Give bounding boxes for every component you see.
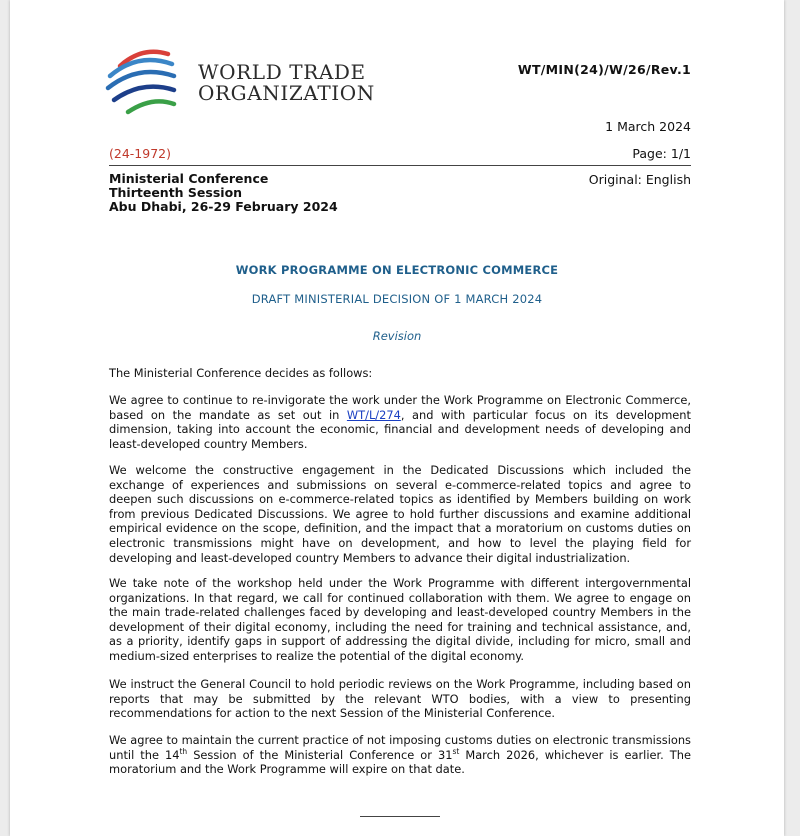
- paragraph-3: We take note of the workshop held under the Work Programme with different intergovernmental organizations. In that regard, we call for continued collaboration with them. We agree to engage on the main trade-related challenges faced by developing and least-developed country Members in the development of their digital economy, including the need for training and technical assistance, and, as a priority, identify gaps in support of addressing the digital divide, including for micro, small and medium-sized enterprises to realize the potential of the digital economy.: [109, 576, 691, 663]
- paragraph-1-text-a: We agree to continue to re-invigorate the work under the Work Programme on Electronic Commerce, based on the mandate as set out in: [109, 393, 691, 422]
- paragraph-5-text-b: Session of the Ministerial Conference or 31: [187, 747, 453, 762]
- conference-location: Abu Dhabi, 26-29 February 2024: [109, 199, 338, 214]
- org-name-line-2: ORGANIZATION: [198, 81, 375, 105]
- paragraph-5-text-a: We agree to maintain the current practice of not imposing customs duties on electronic transmissions until the 14: [109, 733, 691, 762]
- paragraph-2: We welcome the constructive engagement in the Dedicated Discussions which included the exchange of experiences and submissions on several e-commerce-related topics and agree to deepen such discussions on e-commerce-related topics as identified by Members building on work from previous Dedicated Discussions. We agree to hold further discussions and examine additional empirical evidence on the scope, definition, and the impact that a moratorium on customs duties on electronic transmissions might have on development, and how to level the playing field for developing and least-developed country Members to advance their digital industrialization.: [109, 463, 691, 565]
- logo-arc-darkblue: [114, 87, 174, 100]
- conference-session: Thirteenth Session: [109, 185, 243, 200]
- document-page: [10, 0, 784, 836]
- conference-name: Ministerial Conference: [109, 171, 269, 186]
- document-subtitle: DRAFT MINISTERIAL DECISION OF 1 MARCH 2024: [251, 292, 543, 306]
- document-date: 1 March 2024: [605, 119, 691, 134]
- document-title: WORK PROGRAMME ON ELECTRONIC COMMERCE: [235, 263, 559, 277]
- document-symbol: WT/MIN(24)/W/26/Rev.1: [517, 62, 691, 77]
- superscript-th: th: [179, 746, 188, 756]
- superscript-st: st: [452, 746, 460, 756]
- paragraph-1-text-b: , and with particular focus on its development dimension, taking into account the economic, financial and development needs of developing and least-developed country Members.: [109, 407, 691, 451]
- header-divider: [109, 165, 691, 166]
- intro-paragraph: The Ministerial Conference decides as follows:: [109, 366, 373, 380]
- paragraph-5: [109, 733, 691, 777]
- document-number: (24-1972): [109, 146, 171, 161]
- revision-label: Revision: [372, 329, 422, 343]
- original-language: Original: English: [588, 172, 691, 187]
- conference-info: [109, 172, 338, 214]
- end-of-document-rule: [360, 816, 440, 817]
- page-count: Page: 1/1: [632, 146, 691, 161]
- org-name-line-1: WORLD TRADE: [198, 60, 366, 84]
- wto-logo-icon: [102, 44, 202, 124]
- paragraph-1: [109, 393, 691, 451]
- organization-name: [198, 62, 375, 104]
- logo-arc-green: [128, 101, 174, 112]
- paragraph-4: We instruct the General Council to hold periodic reviews on the Work Programme, including based on reports that may be submitted by the relevant WTO bodies, with a view to presenting recommendations for action to the next Session of the Ministerial Conference.: [109, 677, 691, 721]
- paragraph-5-text-c: March 2026, whichever is earlier. The moratorium and the Work Programme will expire on that date.: [109, 747, 691, 777]
- wt-l-274-link[interactable]: WT/L/274: [346, 407, 401, 422]
